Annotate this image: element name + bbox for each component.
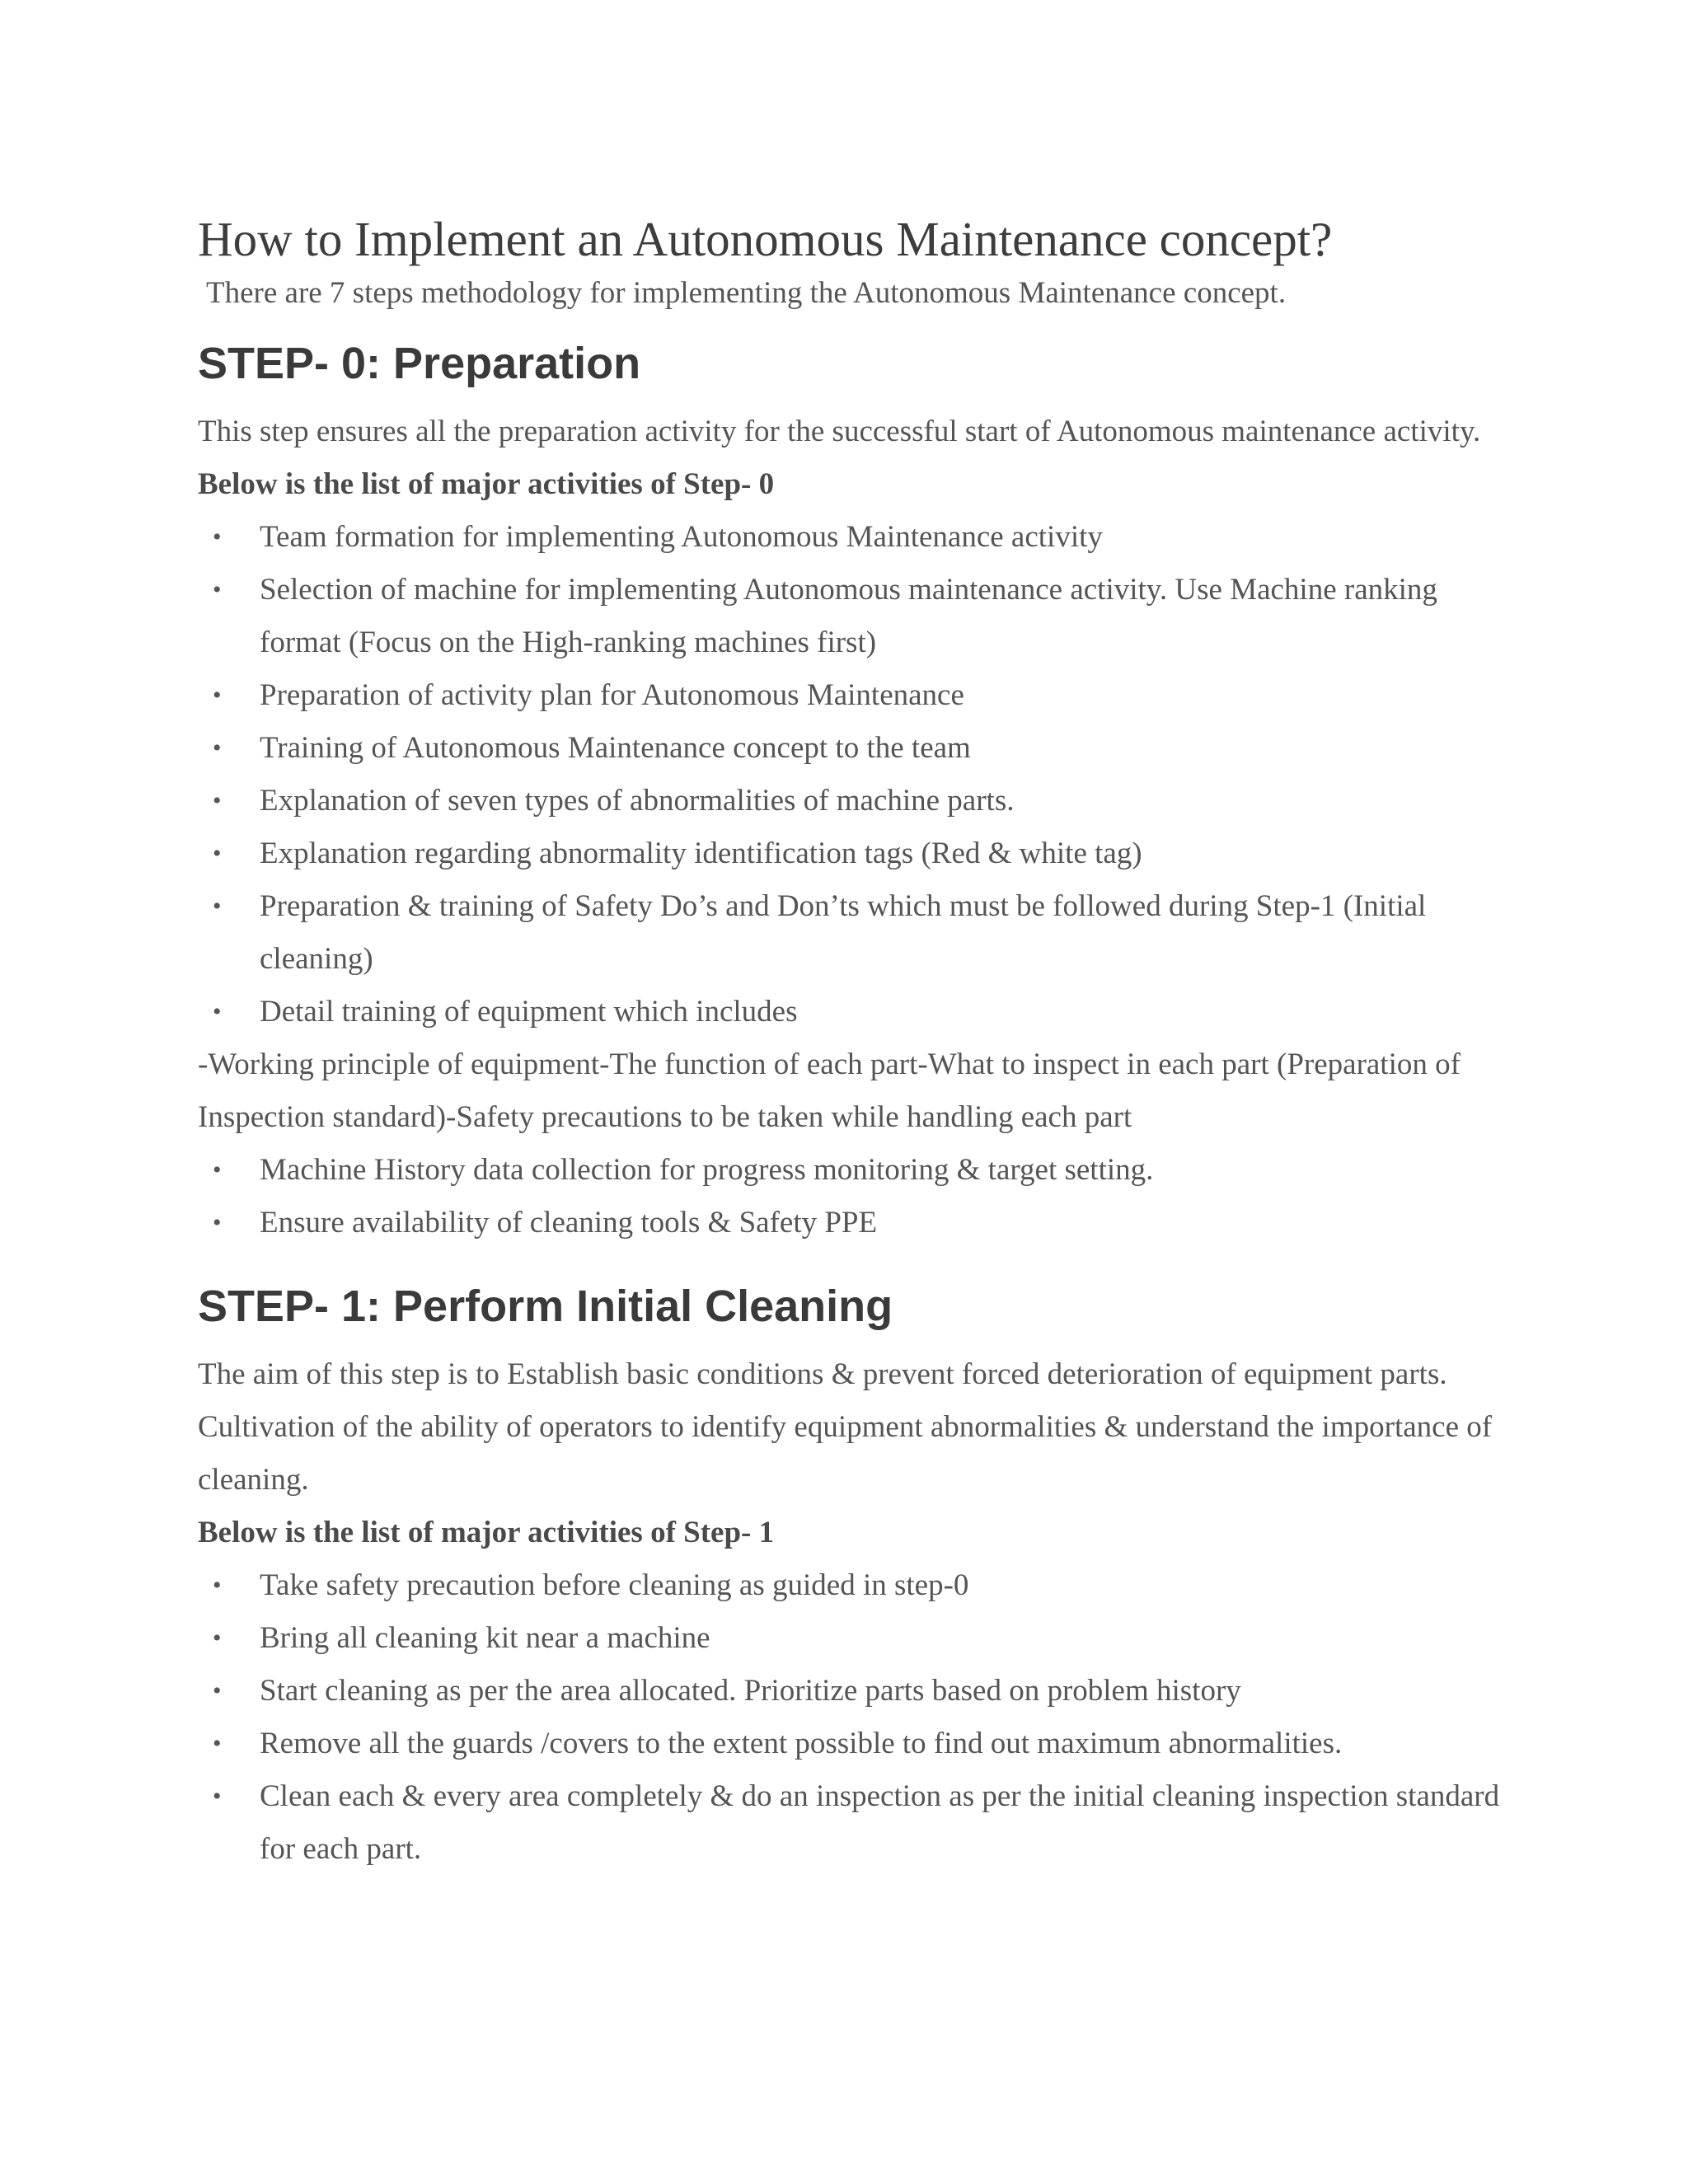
- bullet-icon: •: [213, 576, 222, 603]
- bullet-icon: •: [213, 1677, 222, 1704]
- step-1-section: [198, 1276, 1517, 1876]
- step-0-description: This step ensures all the preparation activity for the successful start of Autonomous maintenance activity.: [198, 415, 1481, 448]
- step-1-description: The aim of this step is to Establish basic conditions & prevent forced deterioration of equipment parts. Cultivation of the ability of operators to identify equipment abnormalities & understand the importance of cleaning.: [198, 1357, 1493, 1497]
- bullet-icon: •: [213, 998, 222, 1025]
- list-item: [198, 986, 1517, 1038]
- list-item: [198, 1718, 1517, 1770]
- list-item: [198, 1144, 1517, 1197]
- list-item-text: Detail training of equipment which includes: [260, 995, 798, 1029]
- step-0-heading: STEP- 0: Preparation: [198, 339, 641, 388]
- list-item: [198, 1665, 1517, 1718]
- bullet-icon: •: [213, 787, 222, 814]
- list-item: [198, 1770, 1517, 1876]
- step-0-activity-list-b: [198, 1144, 1517, 1249]
- bullet-icon: •: [213, 682, 222, 709]
- list-item-text: Training of Autonomous Maintenance concept to the team: [260, 731, 971, 765]
- list-item-text: Preparation of activity plan for Autonomous Maintenance: [260, 678, 964, 712]
- step-0-section: [198, 333, 1517, 1249]
- list-item-text: Remove all the guards /covers to the extent possible to find out maximum abnormalities.: [260, 1727, 1343, 1760]
- bullet-icon: •: [213, 523, 222, 551]
- list-item-text: Bring all cleaning kit near a machine: [260, 1621, 710, 1655]
- step-0-list-title: Below is the list of major activities of Step- 0: [198, 467, 775, 501]
- list-item: [198, 511, 1517, 564]
- list-item-text: Explanation of seven types of abnormalities of machine parts.: [260, 784, 1015, 818]
- document-title: How to Implement an Autonomous Maintenance concept?: [198, 212, 1333, 266]
- list-item-text: Selection of machine for implementing Autonomous maintenance activity. Use Machine ranking format (Focus on the High-ranking machines first): [260, 573, 1437, 659]
- bullet-icon: •: [213, 1730, 222, 1757]
- step-0-activity-list-a: [198, 511, 1517, 1038]
- list-item: [198, 1197, 1517, 1249]
- bullet-icon: •: [213, 1783, 222, 1810]
- list-item: [198, 775, 1517, 827]
- list-item: [198, 1559, 1517, 1612]
- document-page: [198, 206, 1517, 1876]
- step-1-list-title: Below is the list of major activities of Step- 1: [198, 1516, 775, 1549]
- document-intro: There are 7 steps methodology for implementing the Autonomous Maintenance concept.: [206, 276, 1287, 310]
- list-item-text: Clean each & every area completely & do an inspection as per the initial cleaning inspection standard for each part.: [260, 1779, 1500, 1866]
- bullet-icon: •: [213, 1156, 222, 1183]
- list-item-text: Take safety precaution before cleaning as guided in step-0: [260, 1568, 969, 1602]
- bullet-icon: •: [213, 734, 222, 762]
- list-item: [198, 827, 1517, 880]
- step-1-activity-list: [198, 1559, 1517, 1876]
- list-item-text: Team formation for implementing Autonomous Maintenance activity: [260, 520, 1103, 554]
- list-item: [198, 1612, 1517, 1665]
- bullet-icon: •: [213, 893, 222, 920]
- bullet-icon: •: [213, 1624, 222, 1652]
- bullet-icon: •: [213, 1209, 222, 1236]
- list-item-text: Preparation & training of Safety Do’s and Don’ts which must be followed during Step-1 (Initial cleaning): [260, 889, 1427, 976]
- list-item-text: Ensure availability of cleaning tools & Safety PPE: [260, 1206, 878, 1240]
- step-0-equipment-training-detail: -Working principle of equipment-The function of each part-What to inspect in each part (Preparation of Inspection standard)-Safety precautions to be taken while handling each part: [198, 1047, 1461, 1134]
- list-item: [198, 564, 1517, 669]
- list-item-text: Explanation regarding abnormality identification tags (Red & white tag): [260, 837, 1142, 870]
- list-item: [198, 880, 1517, 986]
- list-item: [198, 722, 1517, 775]
- step-1-heading: STEP- 1: Perform Initial Cleaning: [198, 1282, 893, 1331]
- bullet-icon: •: [213, 1572, 222, 1599]
- list-item: [198, 669, 1517, 722]
- bullet-icon: •: [213, 840, 222, 867]
- list-item-text: Machine History data collection for progress monitoring & target setting.: [260, 1153, 1154, 1187]
- list-item-text: Start cleaning as per the area allocated. Prioritize parts based on problem history: [260, 1674, 1241, 1708]
